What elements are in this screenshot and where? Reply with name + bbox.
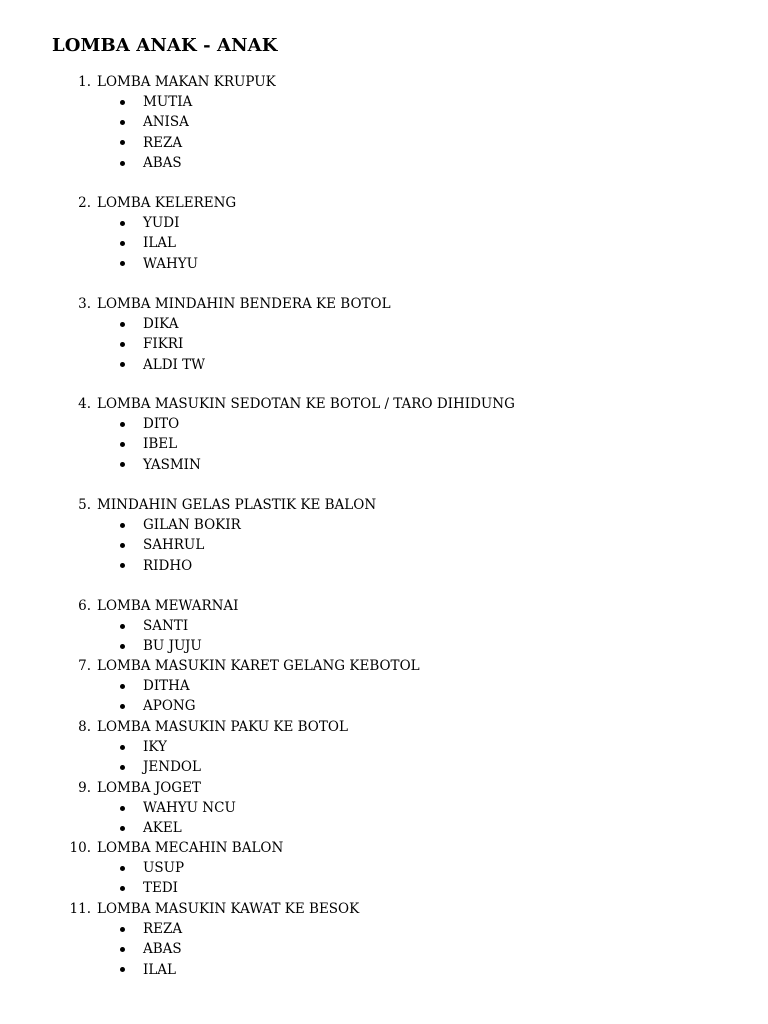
peserta-name: YASMIN bbox=[143, 456, 201, 473]
peserta-name: ABAS bbox=[143, 155, 182, 172]
lomba-name: LOMBA MASUKIN PAKU KE BOTOL bbox=[97, 719, 348, 735]
peserta-item bbox=[0, 636, 768, 656]
lomba-name: MINDAHIN GELAS PLASTIK KE BALON bbox=[97, 497, 377, 513]
peserta-item bbox=[0, 960, 768, 980]
lomba-heading bbox=[0, 717, 768, 737]
lomba-name: LOMBA MECAHIN BALON bbox=[97, 840, 284, 856]
peserta-item bbox=[0, 696, 768, 716]
lomba-heading bbox=[0, 294, 768, 314]
bullet-icon bbox=[120, 765, 125, 770]
peserta-name: REZA bbox=[143, 134, 183, 151]
peserta-item bbox=[0, 112, 768, 132]
bullet-icon bbox=[120, 221, 125, 226]
lomba-heading bbox=[0, 778, 768, 798]
peserta-item bbox=[0, 939, 768, 959]
peserta-item bbox=[0, 515, 768, 535]
lomba-item bbox=[0, 294, 768, 375]
lomba-number: 1. bbox=[78, 74, 91, 90]
document-title: LOMBA ANAK - ANAK bbox=[52, 35, 278, 56]
lomba-number: 5. bbox=[78, 497, 91, 513]
lomba-heading bbox=[0, 596, 768, 616]
peserta-name: RIDHO bbox=[143, 557, 193, 574]
peserta-item bbox=[0, 737, 768, 757]
bullet-icon bbox=[120, 806, 125, 811]
bullet-icon bbox=[120, 140, 125, 145]
lomba-name: LOMBA KELERENG bbox=[97, 195, 237, 211]
peserta-item bbox=[0, 535, 768, 555]
peserta-item bbox=[0, 314, 768, 334]
lomba-item bbox=[0, 596, 768, 657]
peserta-name: IKY bbox=[143, 739, 167, 755]
lomba-item bbox=[0, 394, 768, 475]
peserta-name: REZA bbox=[143, 921, 183, 937]
bullet-icon bbox=[120, 362, 125, 367]
bullet-icon bbox=[120, 422, 125, 427]
peserta-name: DITO bbox=[143, 416, 180, 432]
lomba-number: 8. bbox=[78, 719, 91, 735]
lomba-item bbox=[0, 838, 768, 899]
bullet-icon bbox=[120, 462, 125, 467]
lomba-heading bbox=[0, 899, 768, 919]
bullet-icon bbox=[120, 745, 125, 750]
bullet-icon bbox=[120, 342, 125, 347]
lomba-heading bbox=[0, 838, 768, 858]
lomba-heading bbox=[0, 72, 768, 92]
peserta-item bbox=[0, 858, 768, 878]
peserta-name: ILAL bbox=[143, 961, 177, 978]
lomba-item bbox=[0, 193, 768, 274]
bullet-icon bbox=[120, 866, 125, 871]
peserta-item bbox=[0, 434, 768, 454]
bullet-icon bbox=[120, 967, 125, 972]
peserta-item bbox=[0, 919, 768, 939]
peserta-item bbox=[0, 414, 768, 434]
bullet-icon bbox=[120, 563, 125, 568]
bullet-icon bbox=[120, 100, 125, 105]
peserta-name: FIKRI bbox=[143, 336, 184, 353]
bullet-icon bbox=[120, 543, 125, 548]
lomba-number: 2. bbox=[78, 195, 91, 211]
bullet-icon bbox=[120, 826, 125, 831]
peserta-name: USUP bbox=[143, 860, 185, 876]
peserta-item bbox=[0, 254, 768, 274]
peserta-item bbox=[0, 818, 768, 838]
peserta-name: SANTI bbox=[143, 618, 189, 634]
lomba-name: LOMBA MAKAN KRUPUK bbox=[97, 74, 276, 90]
lomba-heading bbox=[0, 394, 768, 414]
bullet-icon bbox=[120, 704, 125, 709]
lomba-number: 4. bbox=[78, 396, 91, 412]
peserta-name: ALDI TW bbox=[143, 356, 206, 373]
lomba-name: LOMBA JOGET bbox=[97, 780, 201, 796]
lomba-item bbox=[0, 72, 768, 174]
peserta-item bbox=[0, 757, 768, 777]
peserta-item bbox=[0, 213, 768, 233]
peserta-name: IBEL bbox=[143, 436, 178, 453]
bullet-icon bbox=[120, 161, 125, 166]
lomba-item bbox=[0, 717, 768, 778]
lomba-number: 3. bbox=[78, 296, 91, 312]
peserta-name: DIKA bbox=[143, 316, 179, 332]
lomba-heading bbox=[0, 193, 768, 213]
lomba-item bbox=[0, 495, 768, 576]
lomba-name: LOMBA MASUKIN KAWAT KE BESOK bbox=[97, 901, 360, 917]
bullet-icon bbox=[120, 523, 125, 528]
lomba-heading bbox=[0, 495, 768, 515]
peserta-item bbox=[0, 133, 768, 153]
lomba-item bbox=[0, 778, 768, 839]
lomba-number: 11. bbox=[69, 901, 91, 917]
lomba-number: 10. bbox=[69, 840, 91, 856]
peserta-name: GILAN BOKIR bbox=[143, 517, 241, 533]
peserta-name: WAHYU NCU bbox=[143, 800, 236, 816]
peserta-name: MUTIA bbox=[143, 94, 193, 110]
bullet-icon bbox=[120, 684, 125, 689]
lomba-name: LOMBA MASUKIN SEDOTAN KE BOTOL / TARO DIHIDUNG bbox=[97, 396, 515, 412]
lomba-heading bbox=[0, 656, 768, 676]
bullet-icon bbox=[120, 624, 125, 629]
peserta-name: AKEL bbox=[143, 820, 182, 837]
bullet-icon bbox=[120, 442, 125, 447]
peserta-name: APONG bbox=[143, 698, 196, 715]
peserta-item bbox=[0, 616, 768, 636]
peserta-item bbox=[0, 92, 768, 112]
peserta-item bbox=[0, 455, 768, 475]
peserta-item bbox=[0, 798, 768, 818]
peserta-item bbox=[0, 334, 768, 354]
bullet-icon bbox=[120, 927, 125, 932]
peserta-name: WAHYU bbox=[143, 255, 199, 272]
lomba-name: LOMBA MINDAHIN BENDERA KE BOTOL bbox=[97, 296, 391, 312]
peserta-name: JENDOL bbox=[143, 759, 201, 776]
lomba-number: 9. bbox=[78, 780, 91, 796]
lomba-name: LOMBA MASUKIN KARET GELANG KEBOTOL bbox=[97, 658, 420, 674]
peserta-name: BU JUJU bbox=[143, 638, 202, 655]
peserta-name: YUDI bbox=[143, 215, 180, 231]
peserta-item bbox=[0, 878, 768, 898]
peserta-name: ABAS bbox=[143, 941, 182, 958]
peserta-item bbox=[0, 355, 768, 375]
bullet-icon bbox=[120, 241, 125, 246]
peserta-name: DITHA bbox=[143, 678, 190, 694]
bullet-icon bbox=[120, 120, 125, 125]
bullet-icon bbox=[120, 261, 125, 266]
lomba-name: LOMBA MEWARNAI bbox=[97, 598, 239, 614]
bullet-icon bbox=[120, 644, 125, 649]
peserta-name: ILAL bbox=[143, 235, 177, 252]
peserta-name: SAHRUL bbox=[143, 537, 205, 554]
peserta-item bbox=[0, 556, 768, 576]
bullet-icon bbox=[120, 322, 125, 327]
peserta-item bbox=[0, 233, 768, 253]
peserta-item bbox=[0, 153, 768, 173]
peserta-name: ANISA bbox=[143, 114, 189, 131]
lomba-item bbox=[0, 656, 768, 717]
lomba-number: 6. bbox=[78, 598, 91, 614]
peserta-name: TEDI bbox=[143, 880, 179, 897]
bullet-icon bbox=[120, 947, 125, 952]
bullet-icon bbox=[120, 886, 125, 891]
lomba-number: 7. bbox=[78, 658, 91, 674]
lomba-item bbox=[0, 899, 768, 980]
peserta-item bbox=[0, 676, 768, 696]
